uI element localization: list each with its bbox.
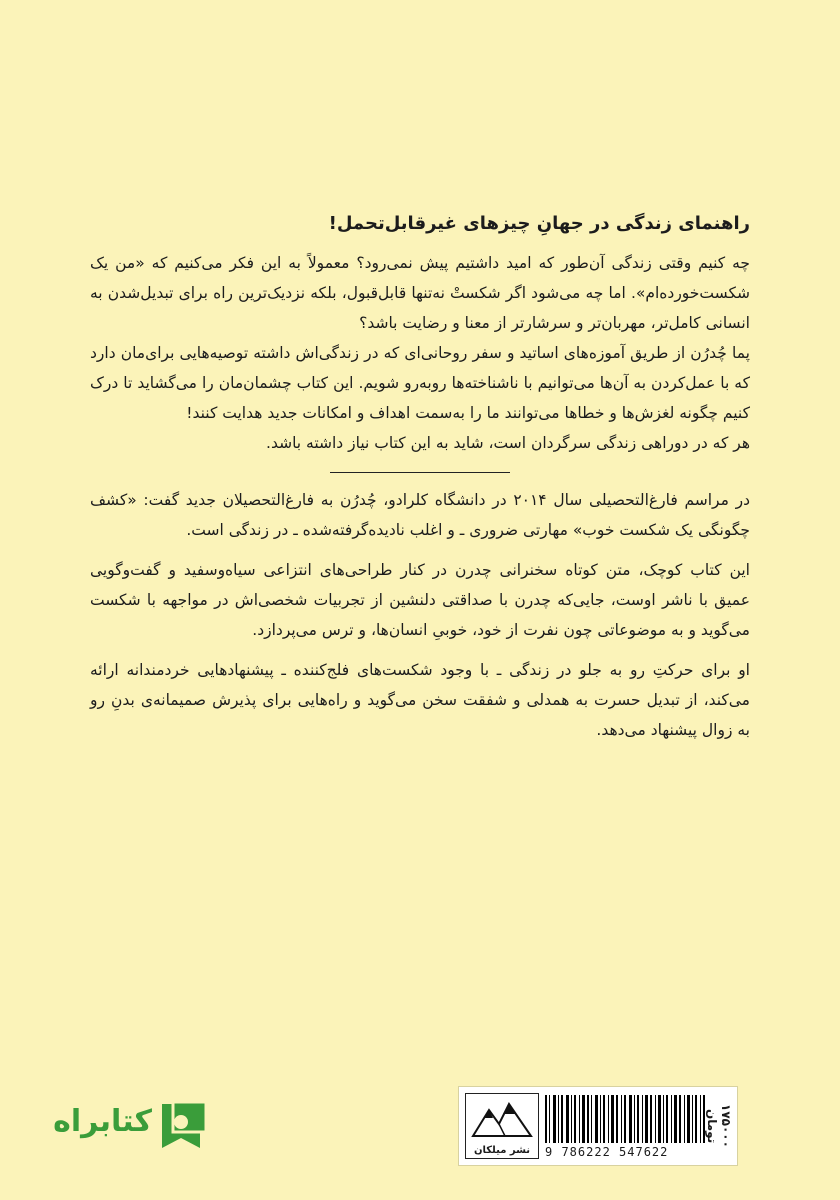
price-label: ۱۷۵۰۰۰ تومان [705,1104,733,1148]
divider [330,472,510,473]
body-paragraph-3: او برای حرکتِ رو به جلو در زندگی ـ با وجود شکست‌های فلج‌کننده ـ پیشنهادهایی خردمندانه ارائه می‌کند، از تبدیل حسرت به همدلی و شفقت سخن می‌گوید و راه‌هایی برای پذیرش صمیمانه‌ی بدنِ رو به زوال پیشنهاد می‌دهد. [90,661,750,739]
headline: راهنمای زندگی در جهانِ چیزهای غیرقابل‌تحمل! [328,213,750,234]
body-paragraph-2: این کتاب کوچک، متن کوتاه سخنرانی چدرن در کنار طراحی‌های انتزاعی سیاه‌وسفید و گفت‌وگویی عمیق با ناشر اوست، جایی‌که چدرن با صداقتی دلنشین از تجربیات شخصی‌اش در مواجهه با شکست می‌گوید و به موضوعاتی چون نفرت از خود، خوبیِ انسان‌ها، و ترس می‌پردازد. [90,561,750,639]
brand-name: کتابراه [53,1104,152,1139]
intro-paragraph-1: چه کنیم وقتی زندگی آن‌طور که امید داشتیم پیش نمی‌رود؟ معمولاً به این فکر می‌کنیم که «من یک شکست‌خورده‌ام». اما چه می‌شود اگر شکستْ نه‌تنها قابل‌قبول، بلکه نزدیک‌ترین راه برای تبدیل‌شدن به انسانی کامل‌تر، مهربان‌تر و سرشارتر از معنا و رضایت باشد؟ [90,254,750,332]
mountains-icon [469,1096,535,1142]
isbn-number: 9 786222 547622 [545,1145,669,1159]
barcode-box [458,1086,738,1166]
publisher-logo [465,1093,539,1159]
intro-paragraph-2: پما چُدرُن از طریق آموزه‌های اساتید و سفر روحانی‌ای که در زندگی‌اش داشته توصیه‌هایی برای‌مان دارد که با عمل‌کردن به آن‌ها می‌توانیم با ناشناخته‌ها روبه‌رو شویم. این کتاب چشمان‌مان را می‌گشاید تا درک کنیم چگونه لغزش‌ها و خطاها می‌توانند ما را به‌سمت اهداف و امکانات جدید هدایت کنند! [90,344,750,422]
body-paragraph-1: در مراسم فارغ‌التحصیلی سال ۲۰۱۴ در دانشگاه کلرادو، چُدرُن به فارغ‌التحصیلان جدید گفت: «کشف چگونگی یک شکست خوب» مهارتی ضروری ـ و اغلب نادیده‌گرفته‌شده ـ در زندگی است. [90,491,750,539]
bookmark-logo-icon [156,1098,210,1154]
ketabrah-logo [40,1098,210,1154]
publisher-name: نشر میلکان [473,1145,531,1156]
barcode-bars [545,1095,705,1143]
back-cover-text [90,208,750,745]
intro-paragraph-3: هر که در دوراهی زندگی سرگردان است، شاید به این کتاب نیاز داشته باشد. [266,434,750,452]
